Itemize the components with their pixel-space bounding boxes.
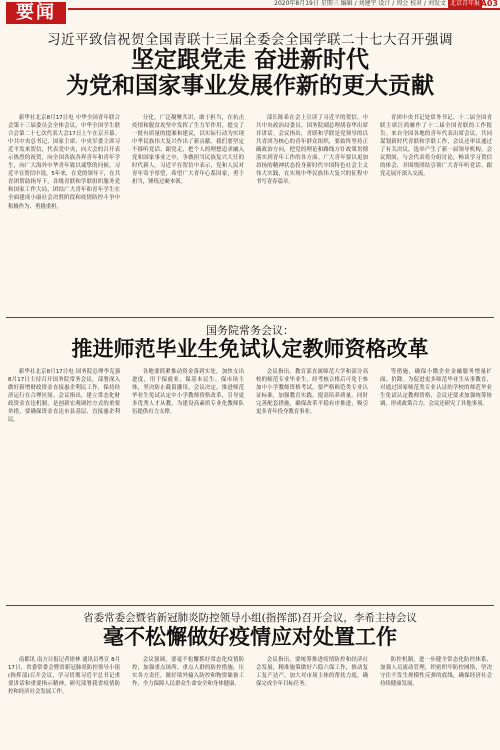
article2-body [8, 368, 492, 600]
article2-text: 会议指出，教育部直属师范大学和部分高校的师范专业毕业生，经考核合格后可免于参加中小学教师资格考试。要严格师范类专业认证标准，加强教育实践，提高培养质量。同时完善配套措施，确保改革平稳有序推进，吸引更多青年投身教育事业。 [256, 369, 368, 416]
article2-text: 各地要抓紧推动资金落到实处，加快支出进度，用于保就业、保基本民生、保市场主体，坚决防止截留挪用。会议决定，推进师范毕业生免试认定中小学教师资格改革，引导更多优秀人才从教，为建设高素质专业化教师队伍提供有力支撑。 [132, 369, 244, 416]
section-divider [6, 605, 494, 606]
article1-headline-line2: 为党和国家事业发展作新的更大贡献 [66, 72, 434, 99]
article1-text: 青团中央书记处常务书记、十二届全国青联主席汪鸿雁作了十二届全国青联的工作报告。来自全国各地的青年代表出席会议，共同谋划新时代青联和学联工作，会议还审议通过了有关决议，选举产生了新一届领导机构。会议期间，与会代表将分组讨论，畅谈学习贺信的体会，并围绕团结引领广大青年听党话、跟党走展开深入交流。 [380, 115, 492, 178]
article1-body [8, 114, 492, 314]
article3-column [380, 656, 492, 746]
article3-body [8, 656, 492, 746]
article1-column [132, 114, 244, 314]
article2-text: 新华社北京8月17日电 国务院总理李克强8月17日主持召开国务院常务会议，部署深入做好新增财政资金直接惠企利民工作，保持经济运行在合理区间。会议指出，建立常态化财政资金直达机制，是创新宏观调控方式的重要举措，要确保资金直达市县基层、直接惠企利民。 [8, 369, 120, 424]
article3-text: 南都讯 南方日报记者徐林 通讯员粤宣 8月17日，省委常委会暨省新冠肺炎防控领导小组(指挥部)召开会议，学习贯彻习近平总书记重要讲话和重要指示精神，研究部署我省疫情防控和经济社会发展工作。 [8, 657, 120, 696]
header-rule [68, 8, 500, 10]
article1-headline-line1: 坚定跟党走 奋进新时代 [130, 46, 369, 73]
article2-column [256, 368, 368, 600]
article2-column [380, 368, 492, 600]
article3-text: 防控机制，进一步健全常态化防控体系，加强人员流动管理，织密织牢防控网络，坚决守住不发生规模性反弹的底线，确保经济社会持续健康发展。 [380, 657, 492, 688]
article1-column [256, 114, 368, 314]
article2-column [132, 368, 244, 600]
article1-column [8, 114, 120, 314]
article3-column [256, 656, 368, 746]
article3-column [8, 656, 120, 746]
article2-column [8, 368, 120, 600]
article3-text: 会议指出，要统筹推进疫情防控和经济社会发展，精准施策做好六稳六保工作，推动复工复产达产，加大对市场主体的帮扶力度，确保完成全年目标任务。 [256, 657, 368, 688]
article3-kicker: 省委常委会暨省新冠肺炎防控领导小组(指挥部)召开会议，李希主持会议 [83, 612, 417, 624]
date-line-text: 2020年8月19日 星期三 编辑 / 刘建宇 设计 / 周会 校对 / 刘发文 [274, 0, 446, 7]
article3-headline: 毫不松懈做好疫情应对处置工作 [103, 624, 397, 649]
article2-kicker: 国务院常务会议： [206, 324, 294, 337]
article2-text: 等措施，确保小微企业金融服务增量扩面、价降。为促进更多师范毕业生从事教育，对通过国家师范类专业认证的学校的师范毕业生免试认定教师资格，会议还要求加强统筹协调，形成政策合力。会议还研究了其他事项。 [380, 369, 492, 408]
article2-headline: 推进师范毕业生免试认定教师资格改革 [71, 336, 429, 361]
article3-text: 会议强调，要毫不松懈抓好常态化疫情防控，加强重点场所、重点人群的防控措施，压实各方责任，做好境外输入防控和物资储备工作，全力保障人民群众生命安全和身体健康。 [132, 657, 244, 688]
article1-text: 部长陈希在会上宣读了习近平的贺信。中共中央政治局委员、国务院副总理胡春华出席并讲话。会议指出，青联和学联是党领导的以共青团为核心的青年群众组织，要始终坚持正确政治方向，把党的理论和路线方针政策贯彻落实到青年工作的各方面。广大青年要以更加昂扬的精神状态投身新时代中国特色社会主义伟大实践，在实现中华民族伟大复兴的征程中书写青春篇章。 [256, 115, 368, 186]
article1-kicker: 习近平致信祝贺全国青联十三届全委会全国学联二十七大召开强调 [47, 32, 453, 48]
article1-text: 新华社北京8月17日电 中华全国青年联合会第十三届委员会全体会议、中华全国学生联合会第二十七次代表大会17日上午在京开幕。中共中央总书记、国家主席、中央军委主席习近平发来贺信，代表党中央，向大会的召开表示热烈的祝贺，向全国各族各界青年和青年学生，向广大海外中华青年致以诚挚的问候。习近平在贺信中说，5年来，在党的领导下，在共青团帮助指导下，各级青联和学联组织服务党和国家工作大局，团结广大青年和青年学生在全面建成小康社会决胜阶段和疫情防控斗争中积极作为、勇挑重担。 [8, 115, 120, 210]
article3-column [132, 656, 244, 746]
article1-text: 分化，广泛凝聚共识，敢于担当，在抗击疫情和脱贫攻坚中发挥了生力军作用，提交了一批有质量的提案和建议，以实际行动为实现中华民族伟大复兴作出了新贡献。我们要坚定不移听党话、跟党走，把个人的理想追求融入党和国家事业之中，争做担当民族复兴大任的时代新人。习近平在贺信中表示，党和人民对青年寄予厚望，希望广大青年心系国家，勇于担当，锤炼过硬本领。 [132, 115, 244, 186]
page-number: A03 [480, 0, 498, 8]
section-divider [6, 317, 494, 318]
section-title: 要闻 [6, 2, 66, 24]
paper-badge: 北京青年报 [449, 0, 480, 7]
date-line [274, 0, 484, 8]
masthead [0, 0, 500, 26]
article1-column [380, 114, 492, 314]
